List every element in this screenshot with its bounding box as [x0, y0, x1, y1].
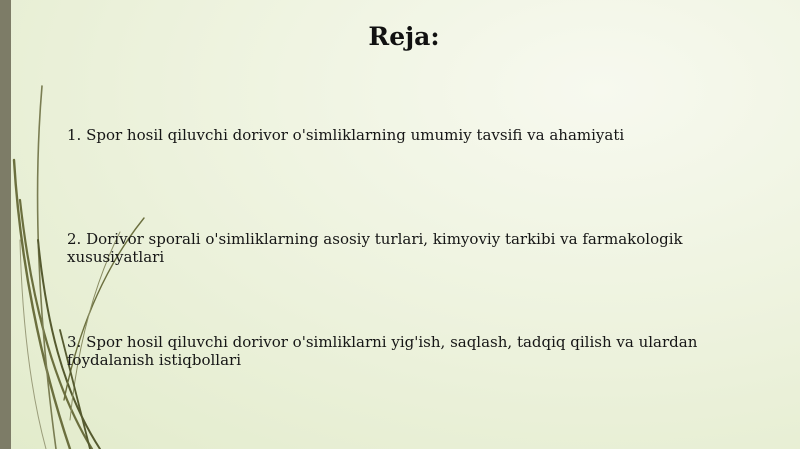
- plan-item-3: 3. Spor hosil qiluvchi dorivor o'simliklarni yig'ish, saqlash, tadqiq qilish va ulardan foydalanish istiqbollari: [67, 333, 698, 369]
- slide-title: Reja:: [368, 22, 440, 51]
- plan-item-2: 2. Dorivor sporali o'simliklarning asosiy turlari, kimyoviy tarkibi va farmakologik xususiyatlari: [67, 230, 683, 266]
- plan-item-1: 1. Spor hosil qiluvchi dorivor o'simliklarning umumiy tavsifi va ahamiyati: [67, 126, 625, 144]
